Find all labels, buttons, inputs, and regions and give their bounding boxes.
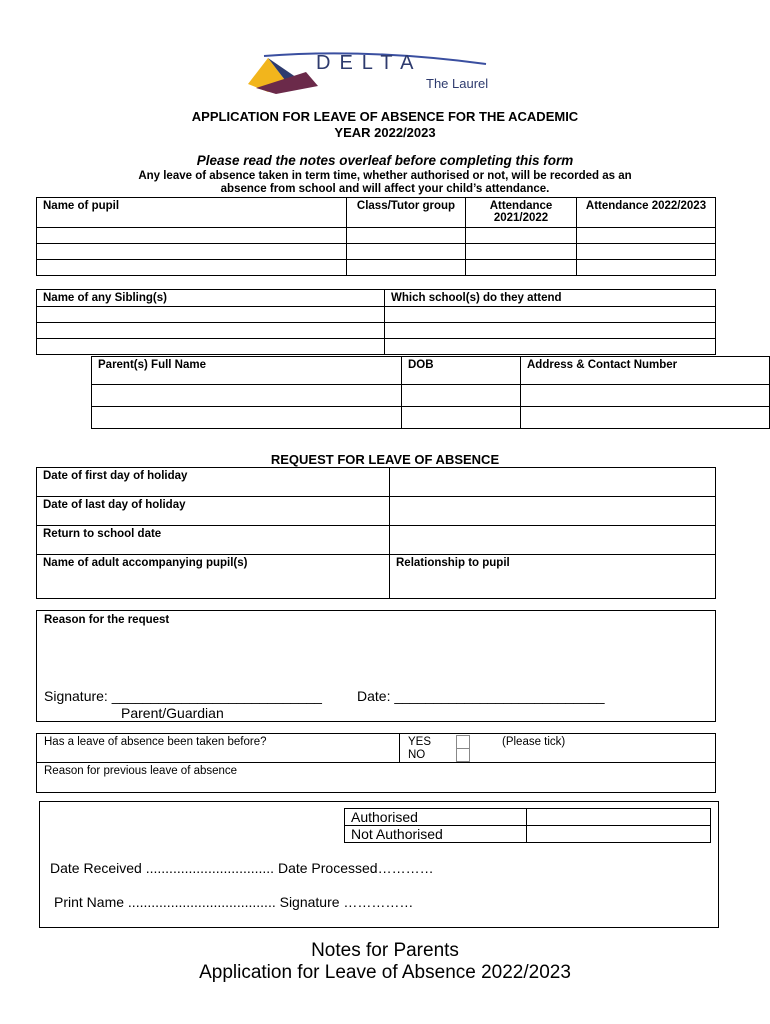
last-day-field[interactable]	[390, 497, 716, 526]
school-logo	[246, 50, 496, 96]
sibling-row	[37, 339, 716, 355]
pupil-table	[36, 197, 716, 276]
sibling-row	[37, 307, 716, 323]
no-checkbox[interactable]	[456, 748, 470, 762]
parent-name-field[interactable]	[92, 407, 402, 429]
date-line: Date: ___________________________	[357, 688, 605, 704]
pupil-name-field[interactable]	[37, 244, 347, 260]
warning-line2: absence from school and will affect your child’s attendance.	[220, 183, 550, 195]
notes-subheading: Application for Leave of Absence 2022/2023	[199, 962, 571, 983]
office-use-box	[39, 801, 719, 928]
pupil-row	[37, 228, 716, 244]
date-received-line: Date Received ................................. Date Processed…………	[50, 860, 434, 876]
sibling-school-field[interactable]	[385, 339, 716, 355]
header-attendance-2021: Attendance 2021/2022	[466, 198, 577, 228]
sibling-name-field[interactable]	[37, 307, 385, 323]
request-section-title: REQUEST FOR LEAVE OF ABSENCE	[270, 452, 500, 467]
header-sibling-school: Which school(s) do they attend	[385, 290, 716, 307]
parent-address-field[interactable]	[521, 407, 770, 429]
relationship-label: Relationship to pupil	[390, 555, 716, 599]
pupil-class-field[interactable]	[347, 260, 466, 276]
print-name-line: Print Name ...................................... Signature ……………	[54, 894, 414, 910]
sibling-school-field[interactable]	[385, 323, 716, 339]
pupil-att1-field[interactable]	[466, 228, 577, 244]
pupil-att2-field[interactable]	[577, 244, 716, 260]
return-date-field[interactable]	[390, 526, 716, 555]
header-sibling-name: Name of any Sibling(s)	[37, 290, 385, 307]
reason-label: Reason for the request	[44, 614, 170, 626]
sibling-row	[37, 323, 716, 339]
pupil-row	[37, 244, 716, 260]
form-title-line1: APPLICATION FOR LEAVE OF ABSENCE FOR THE ACADEMIC	[191, 109, 579, 124]
notice-text: Please read the notes overleaf before completing this form	[196, 153, 574, 168]
parent-row	[92, 407, 770, 429]
adult-name-label: Name of adult accompanying pupil(s)	[37, 555, 390, 599]
pupil-name-field[interactable]	[37, 228, 347, 244]
pupil-att2-field[interactable]	[577, 228, 716, 244]
previous-leave-question: Has a leave of absence been taken before?	[44, 736, 267, 748]
header-dob: DOB	[402, 357, 521, 385]
header-name-of-pupil: Name of pupil	[37, 198, 347, 228]
not-authorised-field[interactable]	[527, 826, 711, 843]
header-address-contact: Address & Contact Number	[521, 357, 770, 385]
no-label: NO	[408, 749, 426, 761]
parent-guardian-label: Parent/Guardian	[121, 705, 224, 721]
pupil-row	[37, 260, 716, 276]
form-title-line2: YEAR 2022/2023	[334, 125, 436, 140]
signature-line: Signature: ___________________________	[44, 688, 322, 704]
previous-reason-label: Reason for previous leave of absence	[44, 765, 238, 777]
sibling-school-field[interactable]	[385, 307, 716, 323]
please-tick-label: (Please tick)	[502, 736, 566, 748]
pupil-name-field[interactable]	[37, 260, 347, 276]
pupil-att1-field[interactable]	[466, 260, 577, 276]
yes-label: YES	[408, 736, 432, 748]
pupil-class-field[interactable]	[347, 228, 466, 244]
parent-address-field[interactable]	[521, 385, 770, 407]
request-table	[36, 467, 716, 599]
pupil-att2-field[interactable]	[577, 260, 716, 276]
sibling-name-field[interactable]	[37, 323, 385, 339]
header-class-tutor-group: Class/Tutor group	[347, 198, 466, 228]
parent-name-field[interactable]	[92, 385, 402, 407]
logo-title: DELTA	[316, 52, 423, 74]
authorised-field[interactable]	[527, 809, 711, 826]
pupil-class-field[interactable]	[347, 244, 466, 260]
sibling-name-field[interactable]	[37, 339, 385, 355]
previous-leave-box	[36, 733, 716, 793]
first-day-field[interactable]	[390, 468, 716, 497]
not-authorised-label: Not Authorised	[345, 826, 527, 843]
last-day-label: Date of last day of holiday	[37, 497, 390, 526]
first-day-label: Date of first day of holiday	[37, 468, 390, 497]
pupil-att1-field[interactable]	[466, 244, 577, 260]
yes-checkbox[interactable]	[456, 735, 470, 749]
warning-line1: Any leave of absence taken in term time, whether authorised or not, will be recorded as an	[138, 170, 632, 182]
header-attendance-2022: Attendance 2022/2023	[577, 198, 716, 228]
notes-heading: Notes for Parents	[311, 940, 459, 961]
parent-row	[92, 385, 770, 407]
authorised-label: Authorised	[345, 809, 527, 826]
reason-box[interactable]	[36, 610, 716, 722]
return-date-label: Return to school date	[37, 526, 390, 555]
sibling-table	[36, 289, 716, 355]
authorisation-table	[344, 808, 711, 843]
header-parent-name: Parent(s) Full Name	[92, 357, 402, 385]
parent-table	[91, 356, 770, 429]
logo-subtitle: The Laurel	[426, 76, 489, 91]
parent-dob-field[interactable]	[402, 385, 521, 407]
parent-dob-field[interactable]	[402, 407, 521, 429]
